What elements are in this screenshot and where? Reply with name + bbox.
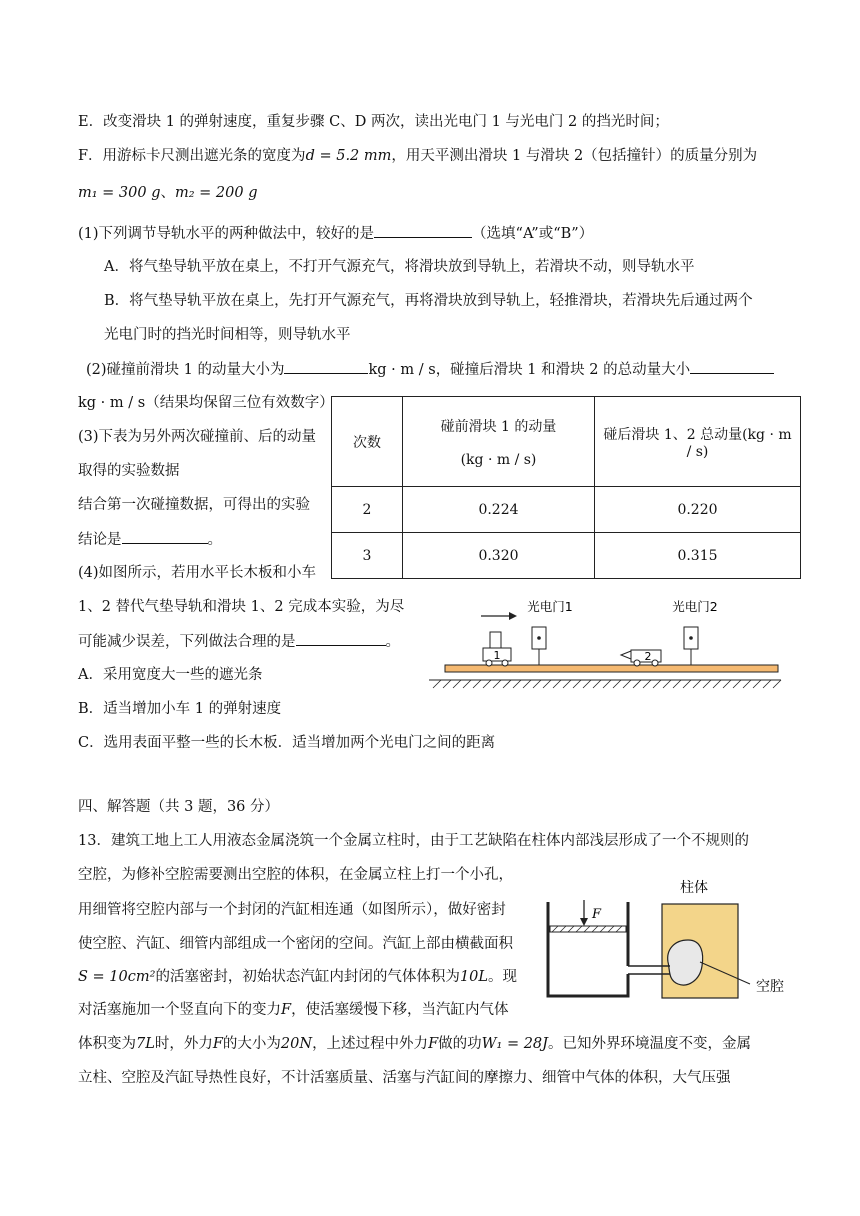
- force-label: F: [592, 907, 602, 922]
- q13-force-value: 20N: [280, 1036, 313, 1052]
- q3-line1: (3)下表为另外两次碰撞前、后的动量: [78, 429, 317, 445]
- q13-line7: [78, 1034, 751, 1054]
- table-row: [332, 533, 801, 579]
- q2-blank-after[interactable]: [690, 359, 774, 374]
- q13-final-volume: 7L: [136, 1036, 155, 1052]
- table-header-row: [332, 397, 801, 487]
- header-before-unit: (kg · m / s): [460, 451, 537, 468]
- q1-option-b-line2: 光电门时的挡光时间相等，则导轨水平: [104, 327, 351, 343]
- mass-separator: 、: [160, 185, 175, 201]
- row-after: 0.220: [595, 487, 801, 533]
- q3-text-a: 结论是: [78, 532, 122, 548]
- cylinder-wall-left: [548, 902, 628, 996]
- row-before: 0.224: [403, 487, 595, 533]
- pillar-label: 柱体: [680, 880, 708, 896]
- q13-force-symbol: F: [212, 1036, 223, 1052]
- q13-line6: [78, 1000, 509, 1020]
- q13-initial-volume: 10L: [459, 969, 489, 985]
- q13-line4: 使空腔、汽缸、细管内部组成一个密闭的空间。汽缸上部由横截面积: [78, 936, 513, 952]
- header-before-label: 碰前滑块 1 的动量: [440, 418, 557, 435]
- row-trial: 3: [332, 533, 403, 579]
- ground-hatch: [433, 680, 781, 688]
- wheel-icon: [502, 660, 508, 666]
- q13-text-7a: 体积变为: [78, 1036, 136, 1052]
- q1-option-b-line1: B．将气垫导轨平放在桌上，先打开气源充气，再将滑块放到导轨上，轻推滑块，若滑块先后通过两个: [104, 293, 753, 309]
- q4-option-b: B．适当增加小车 1 的弹射速度: [78, 701, 282, 717]
- arrow-head-icon: [509, 612, 517, 620]
- cart-1-label: 1: [493, 649, 501, 662]
- step-f-masses: [78, 183, 258, 203]
- q1-answer-blank[interactable]: [374, 223, 472, 238]
- step-f-width: d = 5.2 mm: [305, 148, 392, 164]
- momentum-table: [331, 396, 801, 579]
- q13-text-6c: ，使活塞缓慢下移，当汽缸内气体: [291, 1002, 509, 1018]
- step-f-text-a: F．用游标卡尺测出遮光条的宽度为: [78, 148, 306, 164]
- header-before: [403, 397, 595, 487]
- q13-text-6a: 对活塞施加一个竖直向下的变力: [78, 1002, 281, 1018]
- q3-line4: [78, 529, 222, 550]
- bumper-needle: [621, 651, 631, 659]
- header-trial: 次数: [332, 397, 403, 487]
- header-after: 碰后滑块 1、2 总动量(kg · m / s): [595, 397, 801, 487]
- q13-line8: 立柱、空腔及汽缸导热性良好，不计活塞质量、活塞与汽缸间的摩擦力、细管中气体的体积，大气压强: [78, 1070, 731, 1086]
- gate-2-label: 光电门2: [672, 599, 718, 614]
- cylinder-cavity-figure: [540, 870, 800, 1000]
- q3-line2: 取得的实验数据: [78, 463, 180, 479]
- q4-line2: 1、2 替代气垫导轨和滑块 1、2 完成本实验，为尽: [78, 599, 405, 615]
- wheel-icon: [652, 660, 658, 666]
- q2-line2: [78, 393, 334, 413]
- step-f-line: [78, 146, 757, 166]
- q13-force-symbol: F: [428, 1036, 439, 1052]
- wooden-board: [445, 665, 778, 672]
- q1-option-a: A．将气垫导轨平放在桌上，不打开气源充气，将滑块放到导轨上，若滑块不动，则导轨水平: [104, 259, 695, 275]
- q1-text-b: （选填“A”或“B”）: [472, 226, 594, 242]
- q1-text-a: (1)下列调节导轨水平的两种做法中，较好的是: [78, 226, 375, 242]
- q4-option-a: A．采用宽度大一些的遮光条: [78, 667, 263, 683]
- q2-blank-before[interactable]: [284, 359, 368, 374]
- step-e-text: E．改变滑块 1 的弹射速度，重复步骤 C、D 两次，读出光电门 1 与光电门 2 的挡光时间；: [78, 114, 669, 130]
- q13-text-7k: 。已知外界环境温度不变，金属: [547, 1036, 751, 1052]
- q13-line3: 用细管将空腔内部与一个封闭的汽缸相连通（如图所示），做好密封: [78, 902, 506, 918]
- row-trial: 2: [332, 487, 403, 533]
- step-f-text-b: ，用天平测出滑块 1 与滑块 2（包括撞针）的质量分别为: [391, 148, 758, 164]
- table-row: [332, 487, 801, 533]
- wheel-icon: [486, 660, 492, 666]
- q13-area: S = 10cm²: [78, 969, 156, 985]
- q4-text-a: 可能减少误差，下列做法合理的是: [78, 634, 296, 650]
- q2-text-b: ，碰撞后滑块 1 和滑块 2 的总动量大小: [435, 362, 691, 378]
- q13-work: W₁ = 28J: [481, 1036, 548, 1052]
- q2-text-a: (2)碰撞前滑块 1 的动量大小为: [86, 362, 285, 378]
- sensor-dot-icon: [537, 636, 541, 640]
- q3-answer-blank[interactable]: [122, 529, 208, 544]
- q4-text-b: 。: [385, 634, 400, 650]
- q4-line1: (4)如图所示，若用水平长木板和小车: [78, 565, 317, 581]
- q4-line3: [78, 631, 400, 652]
- row-before: 0.320: [403, 533, 595, 579]
- q2-unit-2: kg · m / s: [78, 395, 146, 411]
- question-1-stem: [78, 223, 593, 244]
- question-2-stem: [86, 359, 774, 380]
- q13-text-7g: ，上述过程中外力: [312, 1036, 429, 1052]
- q3-line3: 结合第一次碰撞数据，可得出的实验: [78, 497, 310, 513]
- row-after: 0.315: [595, 533, 801, 579]
- cart-2-label: 2: [644, 650, 652, 663]
- q13-line1: 13．建筑工地上工人用液态金属浇筑一个金属立柱时，由于工艺缺陷在柱体内部浅层形成了一个不规则的: [78, 833, 749, 849]
- q2-note: （结果均保留三位有效数字）: [145, 395, 334, 411]
- section-4-heading: 四、解答题（共 3 题，36 分）: [78, 799, 280, 815]
- shading-strip: [490, 632, 501, 648]
- q13-text-7e: 的大小为: [222, 1036, 281, 1052]
- cavity-label: 空腔: [756, 979, 784, 995]
- arrow-down-icon: [580, 918, 588, 926]
- cart-photogate-figure: [425, 598, 785, 690]
- wheel-icon: [634, 660, 640, 666]
- q13-line5: [78, 967, 517, 987]
- q13-text-5d: 。现: [488, 969, 518, 985]
- q4-option-c: C．选用表面平整一些的长木板．适当增加两个光电门之间的距离: [78, 735, 496, 751]
- q13-text-7i: 做的功: [438, 1036, 482, 1052]
- cavity: [668, 940, 703, 985]
- q13-force-symbol: F: [281, 1002, 292, 1018]
- gate-1-label: 光电门1: [527, 599, 573, 614]
- mass-2: m₂ = 200 g: [175, 185, 258, 201]
- q13-text-5b: 的活塞密封，初始状态汽缸内封闭的气体体积为: [155, 969, 460, 985]
- mass-1: m₁ = 300 g: [78, 185, 161, 201]
- piston: [550, 926, 626, 932]
- sensor-dot-icon: [689, 636, 693, 640]
- q4-answer-blank[interactable]: [296, 631, 386, 646]
- q13-text-7c: 时，外力: [154, 1036, 213, 1052]
- q3-text-b: 。: [207, 532, 222, 548]
- q2-unit: kg · m / s: [368, 362, 436, 378]
- q13-line2: 空腔，为修补空腔需要测出空腔的体积，在金属立柱上打一个小孔，: [78, 867, 513, 883]
